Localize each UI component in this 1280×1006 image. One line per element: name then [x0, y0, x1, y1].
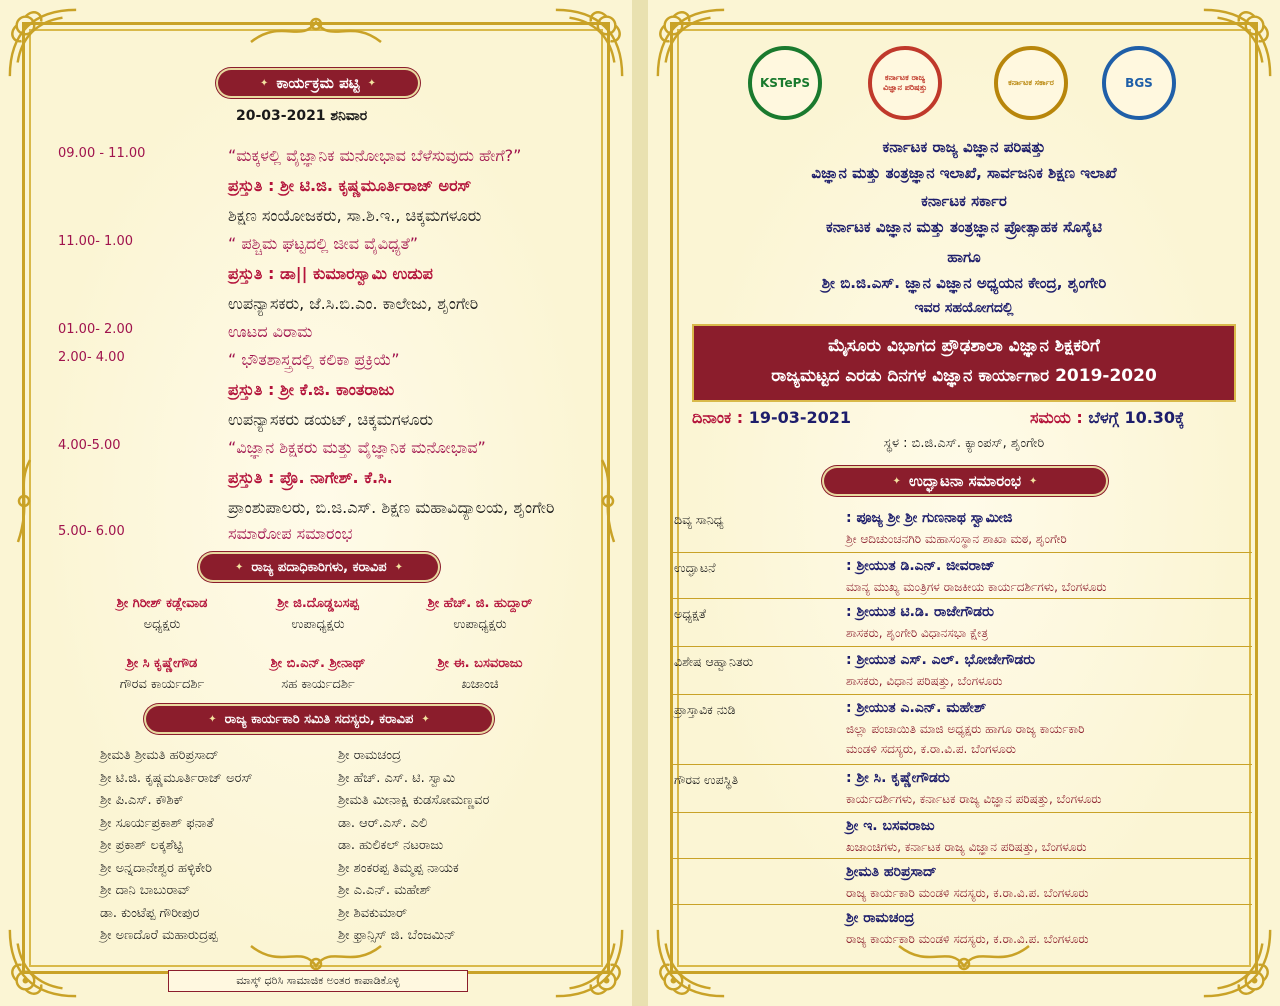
time-label: ಸಮಯ :: [1030, 408, 1083, 427]
guest-role: ಉದ್ಘಾಟನೆ: [674, 560, 716, 575]
session-speaker: [228, 468, 393, 488]
organization-logo-icon: [1102, 46, 1176, 120]
row-divider: [672, 598, 1252, 599]
guest-role: ಪ್ರಾಸ್ತಾವಿಕ ನುಡಿ: [674, 702, 736, 717]
member-name: ಶ್ರೀಮತಿ ಶ್ರೀಮತಿ ಹರಿಪ್ರಸಾದ್: [100, 748, 219, 763]
organizer-line: ವಿಜ್ಞಾನ ಮತ್ತು ತಂತ್ರಜ್ಞಾನ ಇಲಾಖೆ, ಸಾರ್ವಜನಿಕ ಶಿಕ್ಷಣ ಇಲಾಖೆ: [811, 164, 1117, 182]
guest-designation: ಶಾಸಕರು, ವಿಧಾನ ಪರಿಷತ್ತು, ಬೆಂಗಳೂರು: [846, 674, 1003, 688]
schedule-date: 20-03-2021 ಶನಿವಾರ: [236, 108, 368, 124]
logo-text: ಕರ್ನಾಟಕ ರಾಜ್ಯ ವಿಜ್ಞಾನ ಪರಿಷತ್ತು: [883, 73, 927, 92]
officer-name: ಶ್ರೀ ಬಿ.ಎನ್. ಶ್ರೀನಾಥ್: [270, 656, 366, 671]
guest-designation: ಖಜಾಂಚಿಗಳು, ಕರ್ನಾಟಕ ರಾಜ್ಯ ವಿಜ್ಞಾನ ಪರಿಷತ್ತು, ಬೆಂಗಳೂರು: [846, 840, 1087, 854]
member-name: ಶ್ರೀ ಸೂರ್ಯಪ್ರಕಾಶ್ ಫನಾತೆ: [100, 815, 214, 831]
speaker-affiliation: ಉಪನ್ಯಾಸಕರು, ಜೆ.ಸಿ.ಬಿ.ಎಂ. ಕಾಲೇಜು, ಶೃಂಗೇರಿ: [228, 294, 479, 313]
organization-logo-icon: [748, 46, 822, 120]
date-label: ದಿನಾಂಕ :: [692, 408, 744, 427]
member-name: ಶ್ರೀ ಶಂಕರಪ್ಪ ತಿಮ್ಮಪ್ಪ ನಾಯಕ: [338, 860, 459, 876]
schedule-heading: [218, 70, 418, 96]
session-title: “ ಪಶ್ಚಿಮ ಘಟ್ಟದಲ್ಲಿ ಜೀವ ವೈವಿಧ್ಯತೆ”: [228, 234, 419, 253]
organization-logo-icon: [994, 46, 1068, 120]
officer-entry: [380, 656, 580, 692]
corner-ornament-icon: [550, 4, 628, 82]
guest-name: : ಶ್ರೀಯುತ ಎಸ್. ಎಲ್. ಭೋಜೇಗೌಡರು: [846, 652, 1036, 668]
officer-name: ಶ್ರೀ ಗಿರೀಶ್ ಕಡ್ಲೇವಾಡ: [116, 596, 208, 611]
speaker-label: ಪ್ರಸ್ತುತಿ :: [228, 264, 280, 283]
guest-designation: ರಾಜ್ಯ ಕಾರ್ಯಕಾರಿ ಮಂಡಳಿ ಸದಸ್ಯರು, ಕ.ರಾ.ವಿ.ಪ. ಬೆಂಗಳೂರು: [846, 932, 1089, 946]
guest-designation: ರಾಜ್ಯ ಕಾರ್ಯಕಾರಿ ಮಂಡಳಿ ಸದಸ್ಯರು, ಕ.ರಾ.ವಿ.ಪ. ಬೆಂಗಳೂರು: [846, 886, 1089, 900]
guest-name: : ಶ್ರೀ ಸಿ. ಕೃಷ್ಣೇಗೌಡರು: [846, 770, 950, 786]
bottom-ornament-icon: [241, 940, 391, 974]
officer-entry: [380, 596, 580, 632]
inauguration-heading-text: ✦ ಉದ್ಘಾಟನಾ ಸಮಾರಂಭ: [908, 472, 1022, 490]
fold-gutter: [632, 0, 648, 1006]
member-name: ಡಾ. ಆರ್.ಎಸ್. ಎಲಿ: [338, 815, 428, 831]
session-title: “ ಭೌತಶಾಸ್ತ್ರದಲ್ಲಿ ಕಲಿಕಾ ಪ್ರಕ್ರಿಯೆ”: [228, 350, 400, 369]
session-time: 11.00- 1.00: [58, 234, 133, 249]
guest-designation: ಮಂಡಳಿ ಸದಸ್ಯರು, ಕ.ರಾ.ವಿ.ಪ. ಬೆಂಗಳೂರು: [846, 742, 1016, 756]
guest-designation: ಶಾಸಕರು, ಶೃಂಗೇರಿ ವಿಧಾನಸಭಾ ಕ್ಷೇತ್ರ: [846, 626, 989, 640]
member-name: ಶ್ರೀ ದಾನಿ ಬಾಬುರಾವ್: [100, 883, 191, 898]
speaker-name: ಪ್ರೊ. ನಾಗೇಶ್. ಕೆ.ಸಿ.: [279, 468, 393, 487]
schedule-heading-text: ✦ ಕಾರ್ಯಕ್ರಮ ಪಟ್ಟಿ: [276, 74, 360, 92]
organizer-line: ಇವರ ಸಹಯೋಗದಲ್ಲಿ: [914, 300, 1014, 316]
banner-line-2: ರಾಜ್ಯಮಟ್ಟದ ಎರಡು ದಿನಗಳ ವಿಜ್ಞಾನ ಕಾರ್ಯಾಗಾರ 2019-2020: [771, 366, 1157, 386]
officer-role: ಉಪಾಧ್ಯಕ್ಷರು: [291, 617, 345, 632]
speaker-name: ಶ್ರೀ ಕೆ.ಜಿ. ಕಾಂತರಾಜು: [279, 380, 395, 399]
corner-ornament-icon: [4, 4, 82, 82]
row-divider: [672, 694, 1252, 695]
row-divider: [672, 646, 1252, 647]
member-name: ಶ್ರೀ ಪಿ.ಎಸ್. ಕೌಶಿಕ್: [100, 793, 184, 808]
guest-name: : ಶ್ರೀಯುತ ಎ.ಎನ್. ಮಹೇಶ್: [846, 700, 987, 716]
corner-ornament-icon: [652, 924, 730, 1002]
officers-heading: [200, 554, 438, 580]
row-divider: [672, 812, 1252, 813]
session-time: 09.00 - 11.00: [58, 146, 146, 161]
guest-name: ಶ್ರೀ ರಾಮಚಂದ್ರ: [846, 910, 915, 926]
session-speaker: [228, 176, 471, 196]
row-divider: [672, 764, 1252, 765]
officer-role: ಗೌರವ ಕಾರ್ಯದರ್ಶಿ: [119, 677, 205, 692]
member-name: ಶ್ರೀ ಶಿವಕುಮಾರ್: [338, 905, 408, 921]
corner-ornament-icon: [1198, 924, 1276, 1002]
speaker-affiliation: ಶಿಕ್ಷಣ ಸಂಯೋಜಕರು, ಸಾ.ಶಿ.ಇ., ಚಿಕ್ಕಮಗಳೂರು: [228, 206, 482, 225]
member-name: ಶ್ರೀ ಅನ್ನದಾನೇಶ್ವರ ಹಳ್ಳಿಕೇರಿ: [100, 860, 212, 876]
banner-line-1: ಮೈಸೂರು ವಿಭಾಗದ ಪ್ರೌಢಶಾಲಾ ವಿಜ್ಞಾನ ಶಿಕ್ಷಕರಿಗೆ: [828, 336, 1100, 356]
officer-name: ಶ್ರೀ ಈ. ಬಸವರಾಜು: [437, 656, 523, 671]
organizer-line: ಕರ್ನಾಟಕ ರಾಜ್ಯ ವಿಜ್ಞಾನ ಪರಿಷತ್ತು: [882, 138, 1046, 156]
speaker-affiliation: ಪ್ರಾಂಶುಪಾಲರು, ಬಿ.ಜಿ.ಎಸ್. ಶಿಕ್ಷಣ ಮಹಾವಿದ್ಯಾಲಯ, ಶೃಂಗೇರಿ: [228, 498, 555, 517]
guest-designation: ಜಿಲ್ಲಾ ಪಂಚಾಯಿತಿ ಮಾಜಿ ಅಧ್ಯಕ್ಷರು ಹಾಗೂ ರಾಜ್ಯ ಕಾರ್ಯಕಾರಿ: [846, 722, 1085, 736]
mask-notice: ಮಾಸ್ಕ್ ಧರಿಸಿ ಸಾಮಾಜಿಕ ಅಂತರ ಕಾಪಾಡಿಕೊಳ್ಳಿ: [168, 970, 468, 992]
guest-role: ವಿಶೇಷ ಆಹ್ವಾನಿತರು: [674, 654, 754, 669]
logo-text: BGS: [1125, 76, 1153, 90]
guest-role: ದಿವ್ಯ ಸಾನಿಧ್ಯ: [674, 512, 724, 527]
member-name: ಶ್ರೀಮತಿ ಮೀನಾಕ್ಷಿ ಕುಡಸೋಮಣ್ಣವರ: [338, 793, 490, 808]
officer-role: ಸಹ ಕಾರ್ಯದರ್ಶಿ: [281, 677, 355, 692]
session-time: 01.00- 2.00: [58, 322, 133, 337]
event-banner: [692, 324, 1236, 402]
corner-ornament-icon: [550, 924, 628, 1002]
speaker-label: ಪ್ರಸ್ತುತಿ :: [228, 380, 280, 399]
guest-designation: ಕಾರ್ಯದರ್ಶಿಗಳು, ಕರ್ನಾಟಕ ರಾಜ್ಯ ವಿಜ್ಞಾನ ಪರಿಷತ್ತು, ಬೆಂಗಳೂರು: [846, 792, 1102, 806]
organizer-line: ಕರ್ನಾಟಕ ವಿಜ್ಞಾನ ಮತ್ತು ತಂತ್ರಜ್ಞಾನ ಪ್ರೋತ್ಸಾಹಕ ಸೊಸೈಟಿ: [825, 218, 1103, 236]
event-venue: ಸ್ಥಳ : ಬಿ.ಜಿ.ಎಸ್. ಕ್ಯಾಂಪಸ್, ಶೃಂಗೇರಿ: [883, 436, 1045, 451]
speaker-label: ಪ್ರಸ್ತುತಿ :: [228, 176, 280, 195]
session-title: “ಮಕ್ಕಳಲ್ಲಿ ವೈಜ್ಞಾನಿಕ ಮನೋಭಾವ ಬೆಳೆಸುವುದು ಹೇಗೆ?”: [228, 146, 522, 165]
officer-role: ಅಧ್ಯಕ್ಷರು: [143, 617, 181, 632]
officer-name: ಶ್ರೀ ಜಿ.ದೊಡ್ಡಬಸಪ್ಪ: [277, 596, 359, 611]
inauguration-heading: [824, 468, 1106, 494]
side-ornament-icon: [596, 456, 620, 546]
guest-designation: ಮಾನ್ಯ ಮುಖ್ಯ ಮಂತ್ರಿಗಳ ರಾಜಕೀಯ ಕಾರ್ಯದರ್ಶಿಗಳು, ಬೆಂಗಳೂರು: [846, 580, 1107, 594]
organizer-line: ಕರ್ನಾಟಕ ಸರ್ಕಾರ: [921, 192, 1007, 210]
guest-role: ಅಧ್ಯಕ್ಷತೆ: [674, 606, 706, 621]
officers-heading-text: ✦ ರಾಜ್ಯ ಪದಾಧಿಕಾರಿಗಳು, ಕರಾವಿಪ: [251, 559, 387, 575]
officer-role: ಖಜಾಂಚಿ: [461, 677, 499, 692]
session-time: 5.00- 6.00: [58, 524, 125, 539]
organization-logo-icon: [868, 46, 942, 120]
member-name: ಶ್ರೀ ಅಣದೊರೆ ಮಹಾರುದ್ರಪ್ಪ: [100, 928, 218, 943]
event-time: [1030, 408, 1184, 428]
member-name: ಶ್ರೀ ಫ್ರಾನ್ಸಿಸ್ ಜಿ. ಬೆಂಜಮಿನ್: [338, 928, 456, 943]
members-heading: [146, 706, 492, 732]
top-ornament-icon: [241, 14, 391, 48]
guest-name: : ಶ್ರೀಯುತ ಟಿ.ಡಿ. ರಾಜೇಗೌಡರು: [846, 604, 994, 620]
guest-designation: ಶ್ರೀ ಆದಿಚುಂಚನಗಿರಿ ಮಹಾಸಂಸ್ಥಾನ ಶಾಖಾ ಮಠ, ಶೃಂಗೇರಿ: [846, 532, 1067, 546]
speaker-name: ಶ್ರೀ ಟಿ.ಜಿ. ಕೃಷ್ಣಮೂರ್ತಿರಾಜ್ ಅರಸ್: [279, 176, 472, 195]
row-divider: [672, 858, 1252, 859]
member-name: ಶ್ರೀ ಎ.ಎನ್. ಮಹೇಶ್: [338, 883, 432, 898]
session-time: 2.00- 4.00: [58, 350, 125, 365]
session-time: 4.00-5.00: [58, 438, 121, 453]
guest-role: ಗೌರವ ಉಪಸ್ಥಿತಿ: [674, 772, 739, 787]
organizer-line: ಶ್ರೀ ಬಿ.ಜಿ.ಎಸ್. ಜ್ಞಾನ ವಿಜ್ಞಾನ ಅಧ್ಯಯನ ಕೇಂದ್ರ, ಶೃಂಗೇರಿ: [821, 274, 1107, 292]
logo-text: KSTePS: [759, 76, 811, 90]
session-title: ಸಮಾರೋಪ ಸಮಾರಂಭ: [228, 524, 353, 543]
row-divider: [672, 904, 1252, 905]
officer-name: ಶ್ರೀ ಹೆಚ್. ಜಿ. ಹುದ್ದಾರ್: [427, 596, 533, 611]
officer-role: ಉಪಾಧ್ಯಕ್ಷರು: [453, 617, 507, 632]
date-value: 19-03-2021: [748, 408, 852, 427]
guest-name: : ಪೂಜ್ಯ ಶ್ರೀ ಶ್ರೀ ಗುಣನಾಥ ಸ್ವಾಮೀಜಿ: [846, 510, 1013, 526]
guest-name: ಶ್ರೀ ಇ. ಬಸವರಾಜು: [846, 818, 935, 834]
speaker-name: ಡಾ|| ಕುಮಾರಸ್ವಾಮಿ ಉಡುಪ: [279, 264, 433, 283]
corner-ornament-icon: [652, 4, 730, 82]
logo-text: ಕರ್ನಾಟಕ ಸರ್ಕಾರ: [1008, 78, 1054, 87]
session-speaker: [228, 380, 394, 400]
members-heading-text: ✦ ರಾಜ್ಯ ಕಾರ್ಯಕಾರಿ ಸಮಿತಿ ಸದಸ್ಯರು, ಕರಾವಿಪ: [224, 711, 414, 727]
corner-ornament-icon: [4, 924, 82, 1002]
officer-name: ಶ್ರೀ ಸಿ ಕೃಷ್ಣೇಗೌಡ: [126, 656, 198, 671]
session-title: ಊಟದ ವಿರಾಮ: [228, 322, 313, 341]
speaker-affiliation: ಉಪನ್ಯಾಸಕರು ಡಯಟ್, ಚಿಕ್ಕಮಗಳೂರು: [228, 410, 434, 429]
time-value: ಬೆಳಗ್ಗೆ 10.30ಕ್ಕೆ: [1088, 408, 1185, 427]
left-panel: [0, 0, 632, 1006]
side-ornament-icon: [12, 456, 36, 546]
guest-name: ಶ್ರೀಮತಿ ಹರಿಪ್ರಸಾದ್: [846, 864, 937, 880]
event-date: [692, 408, 851, 428]
session-speaker: [228, 264, 433, 284]
right-panel: [648, 0, 1280, 1006]
speaker-label: ಪ್ರಸ್ತುತಿ :: [228, 468, 280, 487]
member-name: ಶ್ರೀ ಟಿ.ಜಿ. ಕೃಷ್ಣಮೂರ್ತಿರಾಜ್ ಅರಸ್: [100, 770, 253, 786]
corner-ornament-icon: [1198, 4, 1276, 82]
member-name: ಶ್ರೀ ಹೆಚ್. ಎಸ್. ಟಿ. ಸ್ವಾಮಿ: [338, 770, 456, 786]
member-name: ಶ್ರೀ ಪ್ರಕಾಶ್ ಲಕ್ಕಶೆಟ್ಟಿ: [100, 838, 183, 853]
member-name: ಡಾ. ಕುಂಟೆಪ್ಪ ಗೌರೀಪುರ: [100, 905, 200, 921]
session-title: “ವಿಜ್ಞಾನ ಶಿಕ್ಷಕರು ಮತ್ತು ವೈಜ್ಞಾನಿಕ ಮನೋಭಾವ”: [228, 438, 486, 457]
organizer-line: ಹಾಗೂ: [947, 248, 981, 266]
guest-name: : ಶ್ರೀಯುತ ಡಿ.ಎನ್. ಜೀವರಾಜ್: [846, 558, 995, 574]
member-name: ಶ್ರೀ ರಾಮಚಂದ್ರ: [338, 748, 402, 763]
member-name: ಡಾ. ಹುಲಿಕಲ್ ನಟರಾಜು: [338, 838, 444, 853]
row-divider: [672, 552, 1252, 553]
